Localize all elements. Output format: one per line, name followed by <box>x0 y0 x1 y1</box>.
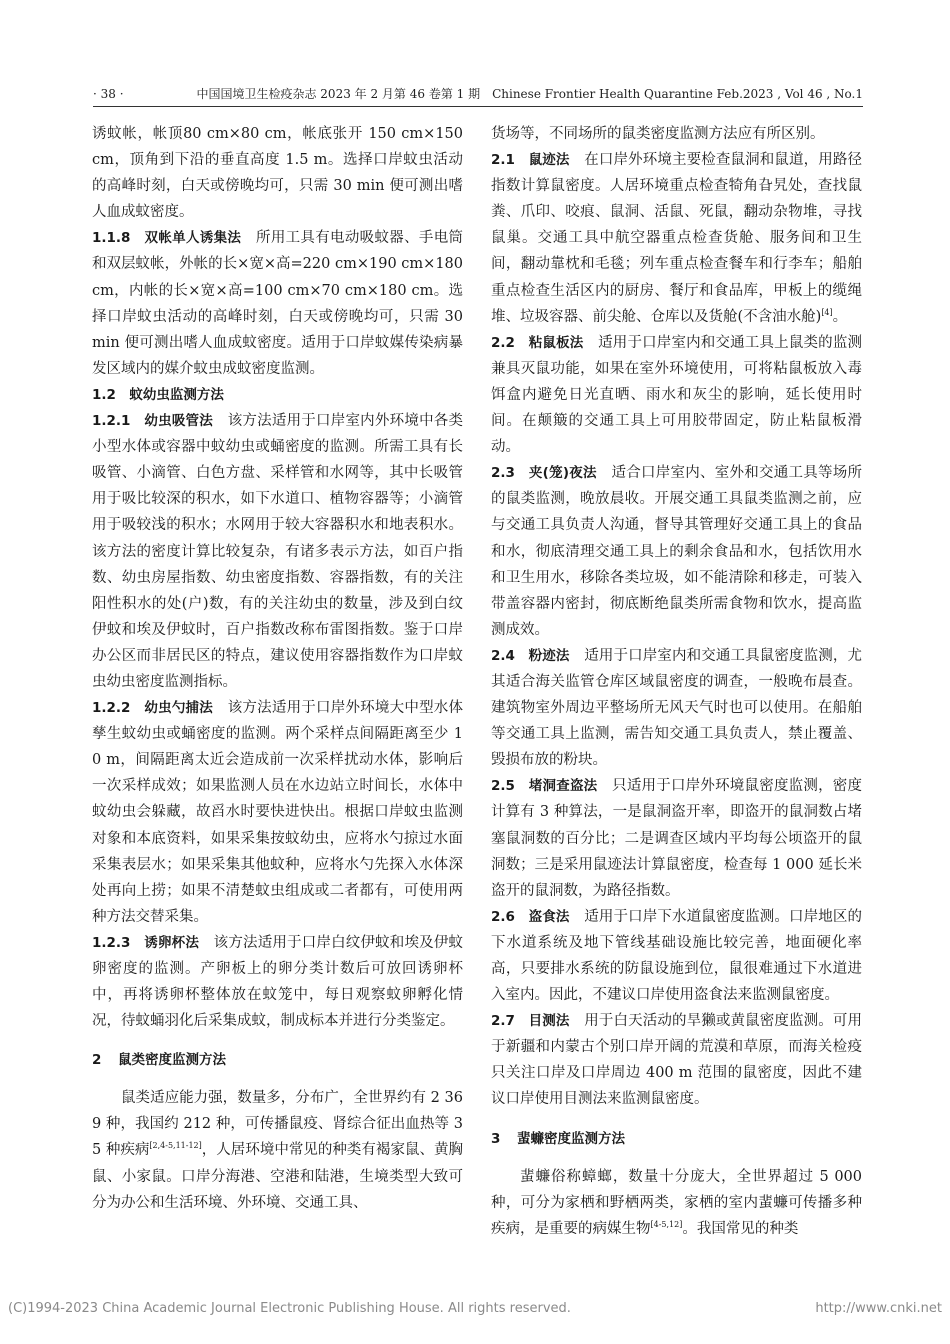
paragraph-continuation: 货场等，不同场所的鼠类密度监测方法应有所区别。 <box>491 126 825 142</box>
journal-running-title: 中国国境卫生检疫杂志 2023 年 2 月第 46 卷第 1 期 Chinese Frontier Health Quarantine Feb.2023 , Vol 46 , No.1 <box>196 87 863 101</box>
copyright-notice: (C)1994-2023 China Academic Journal Electronic Publishing House. All rights reserved. <box>8 1301 571 1316</box>
section-2-heading <box>92 1048 463 1072</box>
section-1-2-3-text: 该方法适用于口岸白纹伊蚊和埃及伊蚊卵密度的监测。产卵板上的卵分类计数后可放回诱卵杯中，再将诱卵杯整体放在蚊笼中，每日观察蚊卵孵化情况，待蚊蛹羽化后采集成蚊，制成标本并进行分类鉴定。 <box>92 934 463 1030</box>
header-rule <box>93 106 863 107</box>
paragraph-continuation: 诱蚊帐，帐顶80 cm×80 cm，帐底张开 150 cm×150 cm，顶角到下沿的垂直高度 1.5 m。选择口岸蚊虫活动的高峰时刻，白天或傍晚均可，只需 30 min 便可测出嗜人血成蚊密度。 <box>92 126 463 221</box>
running-header <box>93 84 863 104</box>
right-column <box>491 121 862 1286</box>
section-2-5-text: 只适用于口岸外环境鼠密度监测，密度计算有 3 种算法，一是鼠洞盗开率，即盗开的鼠洞数占堵塞鼠洞数的百分比；二是调查区域内平均每公顷盗开的鼠洞数；三是采用鼠迹法计算鼠密度，检查每 1 000 延长米盗开的鼠洞数，为路径指数。 <box>491 778 862 899</box>
section-1-2-1-title: 1.2.1 幼虫吸管法 <box>92 413 213 430</box>
section-1-2-2-title: 1.2.2 幼虫勺捕法 <box>92 700 213 717</box>
section-2-title: 鼠类密度监测方法 <box>118 1052 226 1069</box>
section-1-2-2 <box>92 695 463 930</box>
section-2-1: 2.1 鼠迹法 在口岸外环境主要检查鼠洞和鼠道，用路径指数计算鼠密度。人居环境重点检查犄角旮旯处，查找鼠粪、爪印、咬痕、鼠洞、活鼠、死鼠，翻动杂物堆，寻找鼠巢。交通工具中航空器重点检查货舱、服务间和卫生间，翻动靠枕和毛毯；列车重点检查餐车和行李车；船舶重点检查生活区内的厨房、餐厅和食品库，甲板上的缆绳堆、垃圾容器、前尖舱、仓库以及货舱(不含油水舱)[4]。 <box>491 152 862 325</box>
section-2-7-text: 用于白天活动的旱獭或黄鼠密度监测。可用于新疆和内蒙古个别口岸开阔的荒漠和草原，而海关检疫只关注口岸及口岸周边 400 m 范围的鼠密度，因此不建议口岸使用目测法来监测鼠密度。 <box>491 1013 862 1108</box>
citation: [2,4-5,11-12] <box>149 1141 202 1151</box>
citation: [4-5,12] <box>650 1219 683 1229</box>
page-number: · 38 · <box>93 87 124 101</box>
site-link[interactable]: http://www.cnki.net <box>815 1301 942 1316</box>
section-2-5 <box>491 773 862 903</box>
section-3-intro: 蜚蠊俗称蟑螂，数量十分庞大，全世界超过 5 000 种，可分为家栖和野栖两类，家栖的室内蜚蠊可传播多种疾病，是重要的病媒生物[4-5,12]。我国常见的种类 <box>491 1168 862 1237</box>
section-2-number: 2 <box>92 1052 102 1069</box>
section-1-2-2-text: 该方法适用于口岸外环境大中型水体孳生蚊幼虫或蛹密度的监测。两个采样点间隔距离至少 10 m，间隔距离太近会造成前一次采样扰动水体，影响后一次采样成效；如果监测人员在水边站立时间长，水体中蚊幼虫会躲藏，故舀水时要快进快出。根据口岸蚊虫监测对象和本底资料，如果采集按蚊幼虫，应将水勺掠过水面采集表层水；如果采集其他蚊种，应将水勺先探入水体深处再向上捞；如果不清楚蚊虫组成或二者都有，可使用两种方法交替采集。 <box>92 700 463 925</box>
section-2-4-title: 2.4 粉迹法 <box>491 647 570 664</box>
section-2-7 <box>491 1008 862 1112</box>
section-2-4 <box>491 643 862 773</box>
section-2-intro: 鼠类适应能力强，数量多，分布广，全世界约有 2 369 种，我国约 212 种，可传播鼠疫、肾综合征出血热等 35 种疾病[2,4-5,11-12]，人居环境中常见的种类有褐家鼠、黄胸鼠、小家鼠。口岸分海港、空港和陆港，生境类型大致可分为办公和生活环境、外环境、交通工具、 <box>92 1090 463 1211</box>
section-1-2-heading: 1.2 蚊幼虫监测方法 <box>92 386 224 403</box>
section-2-4-text: 适用于口岸室内和交通工具鼠密度监测，尤其适合海关监管仓库区域鼠密度的调查，一般晚布晨查。建筑物室外周边平整场所无风天气时也可以使用。在船舶等交通工具上监测，需告知交通工具负责人，禁止覆盖、毁损布放的粉块。 <box>491 647 862 769</box>
section-2-2-title: 2.2 粘鼠板法 <box>491 334 584 351</box>
section-2-6 <box>491 904 862 1008</box>
cnki-footer <box>8 1298 942 1320</box>
section-2-2 <box>491 330 862 460</box>
section-2-2-text: 适用于口岸室内和交通工具上鼠类的监测兼具灭鼠功能，如果在室外环境使用，可将粘鼠板放入毒饵盒内避免日光直晒、雨水和灰尘的影响，延长使用时间。在颠簸的交通工具上可用胶带固定，防止粘鼠板滑动。 <box>491 334 862 456</box>
section-2-5-title: 2.5 堵洞查盗法 <box>491 778 598 795</box>
section-2-3-title: 2.3 夹(笼)夜法 <box>491 465 597 482</box>
citation: [4] <box>821 307 833 317</box>
section-2-1-title: 2.1 鼠迹法 <box>491 152 570 169</box>
section-2-3 <box>491 460 862 643</box>
section-2-7-title: 2.7 目测法 <box>491 1013 570 1030</box>
left-column <box>92 121 463 1286</box>
section-3-heading <box>491 1127 862 1151</box>
section-1-1-8 <box>92 225 463 382</box>
section-3-number: 3 <box>491 1130 501 1147</box>
section-1-2-1 <box>92 408 463 695</box>
section-1-2-3-title: 1.2.3 诱卵杯法 <box>92 934 199 951</box>
section-2-3-text: 适合口岸室内、室外和交通工具等场所的鼠类监测，晚放晨收。开展交通工具鼠类监测之前，应与交通工具负责人沟通，督导其管理好交通工具上的食品和水，彻底清理交通工具上的剩余食品和水，包括饮用水和卫生用水，移除各类垃圾，如不能清除和移走，可装入带盖容器内密封，彻底断绝鼠类所需食物和饮水，提高监测成效。 <box>491 465 862 638</box>
section-3-title: 蜚蠊密度监测方法 <box>517 1130 625 1147</box>
section-1-2-3 <box>92 930 463 1034</box>
section-2-6-title: 2.6 盗食法 <box>491 908 570 925</box>
section-2-6-text: 适用于口岸下水道鼠密度监测。口岸地区的下水道系统及地下管线基础设施比较完善，地面硬化率高，只要排水系统的防鼠设施到位，鼠很难通过下水道进入室内。因此，不建议口岸使用盗食法来监测鼠密度。 <box>491 908 862 1004</box>
section-1-2-1-text: 该方法适用于口岸室内外环境中各类小型水体或容器中蚊幼虫或蛹密度的监测。所需工具有长吸管、小滴管、白色方盘、采样管和水网等，其中长吸管用于吸比较深的积水，如下水道口、植物容器等；小滴管用于吸较浅的积水；水网用于较大容器积水和地表积水。该方法的密度计算比较复杂，有诸多表示方法，如百户指数、幼虫房屋指数、幼虫密度指数、容器指数，有的关注阳性积水的处(户)数，有的关注幼虫的数量，涉及到白纹伊蚊和埃及伊蚊时，百户指数改称布雷图指数。鉴于口岸办公区而非居民区的特点，建议使用容器指数作为口岸蚊虫幼虫密度监测指标。 <box>92 413 463 690</box>
section-1-1-8-title: 1.1.8 双帐单人诱集法 <box>92 230 242 247</box>
section-2-1-text: 在口岸外环境主要检查鼠洞和鼠道，用路径指数计算鼠密度。人居环境重点检查犄角旮旯处，查找鼠粪、爪印、咬痕、鼠洞、活鼠、死鼠，翻动杂物堆，寻找鼠巢。交通工具中航空器重点检查货舱、服务间和卫生间，翻动靠枕和毛毯；列车重点检查餐车和行李车；船舶重点检查生活区内的厨房、餐厅和食品库，甲板上的缆绳堆、垃圾容器、前尖舱、仓库以及货舱(不含油水舱) <box>491 152 862 325</box>
section-1-1-8-text: 所用工具有电动吸蚊器、手电筒和双层蚊帐，外帐的长×宽×高=220 cm×190 cm×180 cm，内帐的长×宽×高=100 cm×70 cm×180 cm。选择口岸蚊虫活动的高峰时刻，白天或傍晚均可，只需 30 min 便可测出嗜人血成蚊密度。适用于口岸蚊媒传染病暴发区域内的媒介蚊虫成蚊密度监测。 <box>92 230 463 377</box>
